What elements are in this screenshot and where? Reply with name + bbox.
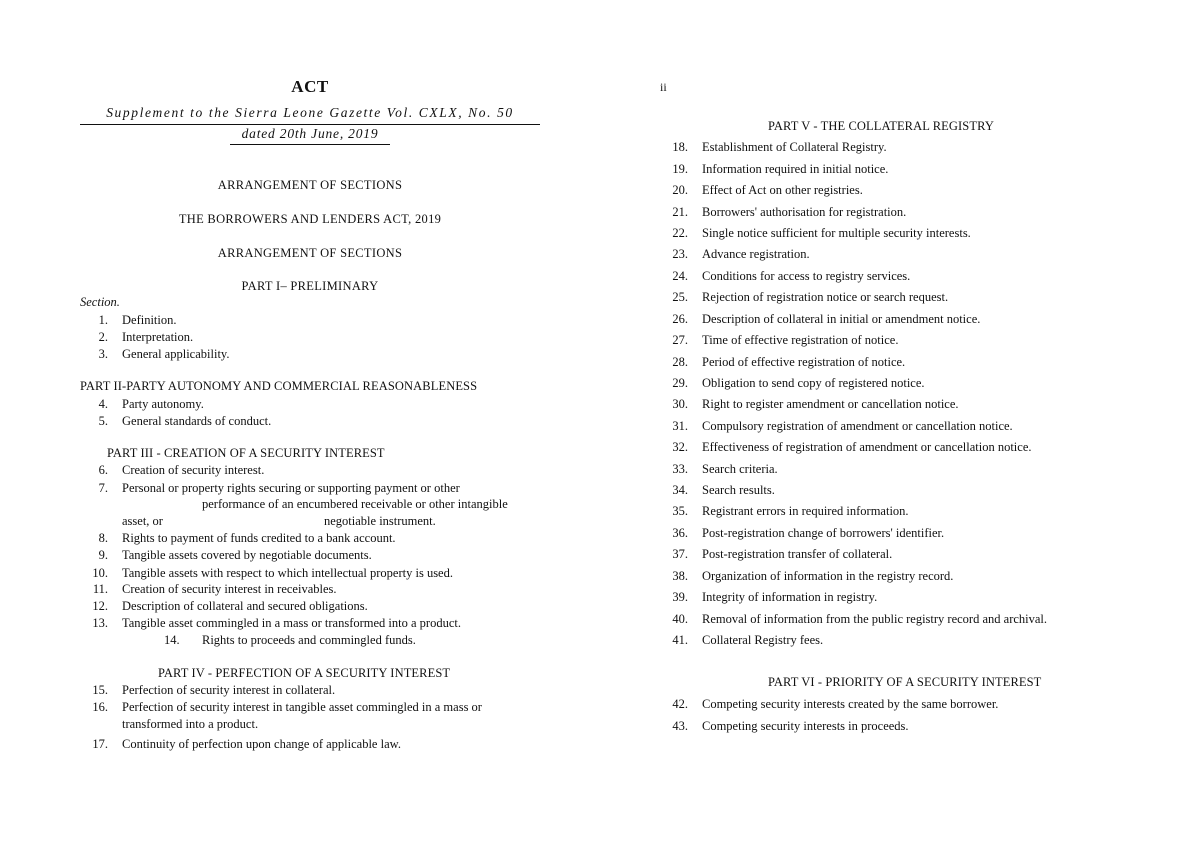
- left-page: ACT Supplement to the Sierra Leone Gazette Vol. CXLX, No. 50 dated 20th June, 2019 ARRANGEMENT OF SECTIONS THE BORROWERS AND LENDERS ACT, 2019 ARRANGEMENT OF SECTIONS PART I– PRELIMINARY Section. 1. Definition. 2. Interpretation. 3. General applicability. PART II-PARTY AUTONOMY AND COMMERCIAL REASONABLENESS 4. Party autonomy. 5. General standards of conduct. PART III - CREATION OF A SECURITY INTEREST 6. Creation of security interest. 7. Personal or property rights securing or supporting payment or other performance of an encumbered receivable or other intangible asset, or negotiable instrument. 8. Rights to payment of funds credited to a bank account. 9. Tangible assets covered by negotiable documents. 10. Tangible assets with respect to which intellectual property is used. 11. Creation of security interest in receivables. 12. Description of collateral and secured obligations. 13. Tangible asset commingled in a mass or transformed into a product. 14. Rights to proceeds and commingled funds. PART IV - PERFECTION OF A SECURITY INTEREST 15. Perfection of security interest in collateral. 16. Perfection of security interest in tangible asset commingled in a mass or transformed into a product. 17. Continuity of perfection upon change of applicable law.: [80, 0, 540, 848]
- act-title: ACT: [291, 77, 329, 96]
- item-7-continuation: negotiable instrument.: [324, 514, 436, 528]
- part-5-heading: PART V - THE COLLATERAL REGISTRY: [768, 119, 994, 133]
- arrangement-heading-2: ARRANGEMENT OF SECTIONS: [217, 246, 403, 260]
- part-6-heading: PART VI - PRIORITY OF A SECURITY INTEREST: [768, 675, 1042, 689]
- item-16-continuation: transformed into a product.: [122, 717, 259, 731]
- part-2-heading: PART II-PARTY AUTONOMY AND COMMERCIAL REASONABLENESS: [80, 379, 478, 393]
- dated-line: dated 20th June, 2019: [230, 126, 390, 145]
- part-4-heading: PART IV - PERFECTION OF A SECURITY INTEREST: [158, 666, 451, 680]
- right-page: ii PART V - THE COLLATERAL REGISTRY 18. Establishment of Collateral Registry. 19. Information required in initial notice. 20. Effect of Act on other registries. 21. Borrowers' authorisation for registration. 22. Single notice sufficient for multiple security interests. 23. Advance registration. 24. Conditions for access to registry services. 25. Rejection of registration notice or search request. 26. Description of collateral in initial or amendment notice. 27. Time of effective registration of notice. 28. Period of effective registration of notice. 29. Obligation to send copy of registered notice. 30. Right to register amendment or cancellation notice. 31. Compulsory registration of amendment or cancellation notice. 32. Effectiveness of registration of amendment or cancellation notice. 33. Search criteria. 34. Search results. 35. Registrant errors in required information. 36. Post-registration change of borrowers' identifier. 37. Post-registration transfer of collateral. 38. Organization of information in the registry record. 39. Integrity of information in registry. 40. Removal of information from the public registry record and archival. 41. Collateral Registry fees. PART VI - PRIORITY OF A SECURITY INTEREST 42. Competing security interests created by the same borrower. 43. Competing security interests in proceeds.: [660, 80, 1048, 733]
- section-label: Section.: [80, 295, 120, 309]
- item-14-text: Rights to proceeds and commingled funds.: [202, 633, 416, 647]
- gazette-supplement-line: Supplement to the Sierra Leone Gazette Vol. CXLX, No. 50: [80, 105, 540, 125]
- arrangement-heading-1: ARRANGEMENT OF SECTIONS: [217, 178, 403, 192]
- item-7-continuation: performance of an encumbered receivable or other intangible: [202, 497, 508, 511]
- item-14-number: 14.: [164, 633, 180, 647]
- part-1-heading: PART I– PRELIMINARY: [241, 279, 379, 293]
- part-3-heading: PART III - CREATION OF A SECURITY INTEREST: [107, 446, 385, 460]
- item-7-continuation: asset, or: [122, 514, 163, 528]
- act-name-heading: THE BORROWERS AND LENDERS ACT, 2019: [178, 212, 442, 226]
- page-number: ii: [660, 80, 667, 94]
